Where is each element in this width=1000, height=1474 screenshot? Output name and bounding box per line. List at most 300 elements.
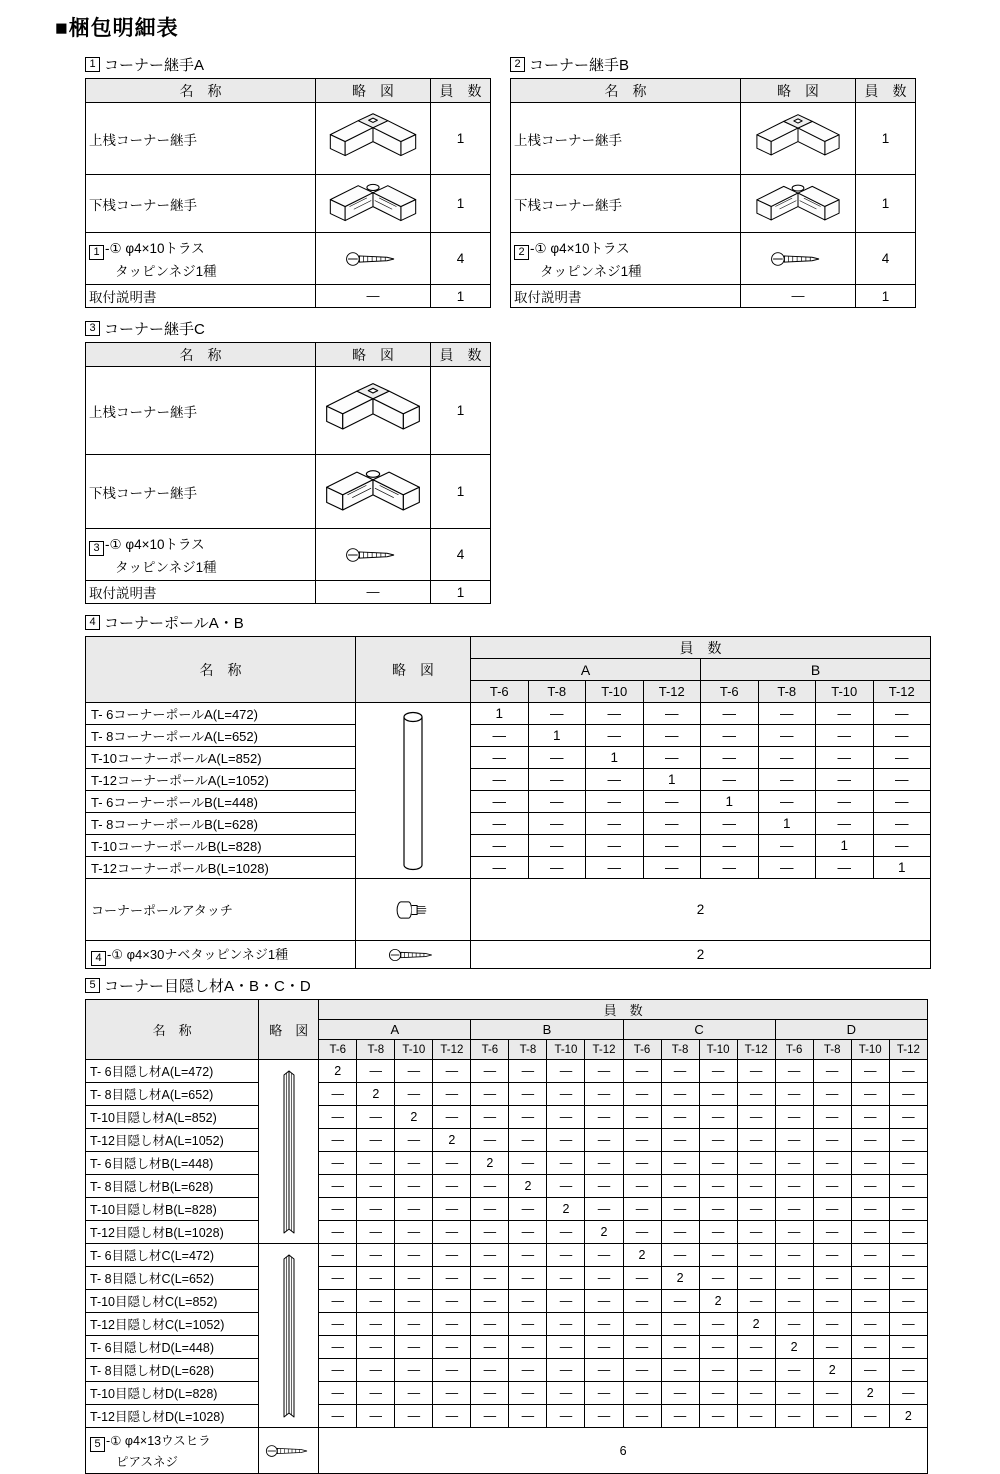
part-name-cell [86,1060,259,1083]
col-header-sketch: 略 図 [316,79,431,103]
qty-cell: — [509,1336,547,1359]
col-header-sketch: 略 図 [316,343,431,367]
qty-cell: — [471,1198,509,1221]
table-caption [510,54,915,75]
qty-cell: — [813,1267,851,1290]
qty-cell: — [775,1405,813,1428]
qty-cell: — [585,1267,623,1290]
qty-cell: — [395,1290,433,1313]
qty-cell: — [357,1129,395,1152]
table-caption [85,975,928,996]
qty-cell: — [357,1313,395,1336]
header-row [511,79,916,103]
item-number-suffix: -① [105,537,122,552]
part-name: 取付説明書 [89,290,157,305]
qty-cell: — [623,1290,661,1313]
part-name-cell [86,455,316,529]
part-name-cell [86,581,316,604]
size-header: T-8 [528,681,586,703]
qty-cell: — [889,1336,927,1359]
part-name-cell [86,1267,259,1290]
parts-table [510,78,916,308]
table-row [86,1083,928,1106]
part-name-cell [86,747,356,769]
qty-cell: — [433,1359,471,1382]
qty-cell: — [395,1382,433,1405]
qty-cell: — [319,1336,357,1359]
qty-cell: — [433,1313,471,1336]
sketch-cell [316,455,431,529]
qty-cell: — [585,1060,623,1083]
qty-cell: — [643,835,701,857]
qty-cell: — [395,1129,433,1152]
table-row [86,1336,928,1359]
qty-cell: — [471,1060,509,1083]
table-row [511,233,916,285]
parts-matrix-table [85,636,931,969]
qty-cell: — [813,1198,851,1221]
qty-cell: — [813,1152,851,1175]
qty-cell: — [813,1129,851,1152]
part-name: 下桟コーナー継手 [89,197,197,213]
qty-cell: — [699,1152,737,1175]
qty-cell: — [547,1290,585,1313]
corner-joint-upper-c-icon [319,376,427,446]
table-row [86,1382,928,1405]
sketch-cell [356,879,471,941]
qty-cell: — [623,1152,661,1175]
qty-cell: — [889,1244,927,1267]
qty-cell: — [699,1083,737,1106]
qty-cell: — [816,769,874,791]
qty-cell: — [813,1336,851,1359]
header-row [86,637,931,659]
qty-cell: — [699,1221,737,1244]
part-name: T-12目隠し材C(L=1052) [90,1318,225,1332]
qty-cell: — [775,1290,813,1313]
qty-cell: — [509,1152,547,1175]
qty-cell: — [758,791,816,813]
part-name-cell [86,1198,259,1221]
part-name: T-10目隠し材B(L=828) [90,1203,217,1217]
qty-cell: — [758,747,816,769]
part-name-cell [86,1244,259,1267]
sketch-cell [316,581,431,604]
qty-cell: — [699,1244,737,1267]
sketch-cell [259,1060,319,1244]
table-row [86,703,931,725]
part-name: T-10目隠し材D(L=828) [90,1387,218,1401]
qty-cell: — [357,1152,395,1175]
part-name-cell [86,941,356,969]
qty-cell: — [699,1175,737,1198]
qty-cell: — [547,1152,585,1175]
sketch-cell [356,703,471,879]
table-corner-pole-ab [85,612,930,969]
qty-cell: 1 [816,835,874,857]
part-name-cell [86,367,316,455]
part-name-cell [86,1083,259,1106]
qty-cell: — [528,703,586,725]
pan-screw-icon [359,946,467,964]
qty-cell: — [661,1083,699,1106]
qty-cell: — [851,1336,889,1359]
qty-cell: — [851,1198,889,1221]
qty-cell: — [357,1405,395,1428]
part-name: T- 8目隠し材C(L=652) [90,1272,214,1286]
qty-cell: — [471,1221,509,1244]
qty-cell: — [357,1382,395,1405]
qty-cell: — [471,835,529,857]
qty-cell: — [547,1106,585,1129]
qty-cell: — [851,1175,889,1198]
qty-cell: — [319,1267,357,1290]
group-header: B [471,1020,623,1040]
qty-cell: — [661,1382,699,1405]
item-number-box: 1 [89,245,104,260]
part-name-cell [86,879,356,941]
qty-cell: — [775,1129,813,1152]
qty-cell: — [585,1290,623,1313]
qty-cell: — [873,725,931,747]
qty-cell: — [873,769,931,791]
table-corner-joint-a [85,54,490,308]
part-name-cell [86,1175,259,1198]
part-name-cell [86,1106,259,1129]
table-row [86,1221,928,1244]
qty-cell: — [813,1290,851,1313]
parts-table [85,342,491,604]
col-header-name: 名 称 [86,637,356,703]
qty-cell: — [889,1060,927,1083]
qty-cell: — [889,1221,927,1244]
qty-cell: — [547,1175,585,1198]
part-name-cell [86,1336,259,1359]
qty-cell: — [623,1313,661,1336]
sketch-cell [316,529,431,581]
qty-cell: — [643,747,701,769]
col-header-qty: 員 数 [471,637,931,659]
qty-cell: — [889,1290,927,1313]
qty-cell: — [737,1405,775,1428]
item-number-box: 2 [514,245,529,260]
qty-cell: — [758,835,816,857]
item-number-box: 5 [85,978,100,993]
sketch-cell [741,103,856,175]
qty-cell: — [775,1106,813,1129]
qty-cell: — [528,835,586,857]
qty-cell: — [816,813,874,835]
qty-cell: — [357,1290,395,1313]
sketch-cell [316,233,431,285]
qty-cell: — [699,1198,737,1221]
table-row [86,1359,928,1382]
qty-cell: — [585,1382,623,1405]
part-name: T-10目隠し材C(L=852) [90,1295,218,1309]
qty-cell: — [699,1106,737,1129]
qty-cell: — [357,1359,395,1382]
qty-cell: — [509,1106,547,1129]
qty-cell: — [471,1267,509,1290]
part-name-cell [86,835,356,857]
table-caption [85,54,490,75]
qty-cell: — [643,703,701,725]
part-name: 上桟コーナー継手 [89,132,197,148]
qty-cell: — [737,1129,775,1152]
qty-cell: — [319,1152,357,1175]
qty-cell: — [851,1083,889,1106]
pole-attach-icon [359,897,467,923]
part-name: φ4×13ウスヒラ [124,1434,211,1448]
qty-cell: — [737,1267,775,1290]
part-name-cell [86,1428,259,1474]
col-header-name: 名 称 [511,79,741,103]
qty-cell: — [471,1405,509,1428]
table-row [86,1290,928,1313]
col-header-name: 名 称 [86,343,316,367]
sketch-cell [316,175,431,233]
part-name: T-10コーナーポールA(L=852) [91,751,262,766]
table-row [86,1313,928,1336]
qty-cell: — [661,1313,699,1336]
qty-cell: — [319,1290,357,1313]
qty-cell: — [623,1405,661,1428]
qty-cell: 1 [856,103,916,175]
part-name: T-12目隠し材A(L=1052) [90,1134,224,1148]
qty-cell: 2 [661,1267,699,1290]
qty-cell: — [547,1313,585,1336]
qty-cell: — [585,1244,623,1267]
part-name-cell [86,529,316,581]
part-name-cell [86,233,316,285]
qty-cell: 2 [509,1175,547,1198]
qty-cell: — [816,725,874,747]
qty-cell: — [528,769,586,791]
qty-cell: 2 [319,1060,357,1083]
qty-cell: 1 [643,769,701,791]
size-header: T-6 [471,681,529,703]
qty-cell: — [737,1336,775,1359]
qty-cell: — [319,1083,357,1106]
part-name: T- 6コーナーポールB(L=448) [91,795,258,810]
size-header: T-12 [737,1040,775,1060]
qty-cell: — [737,1152,775,1175]
qty-cell: — [586,857,644,879]
qty-cell: — [623,1382,661,1405]
qty-cell: — [873,791,931,813]
qty-cell: — [433,1060,471,1083]
group-header: B [701,659,931,681]
part-name: T-10目隠し材A(L=852) [90,1111,217,1125]
part-name-cell [86,769,356,791]
qty-cell: — [775,1175,813,1198]
part-name-cell [86,1382,259,1405]
part-name: T- 8目隠し材B(L=628) [90,1180,214,1194]
qty-cell: — [547,1267,585,1290]
part-name: 取付説明書 [514,290,582,305]
qty-cell: — [319,1198,357,1221]
qty-cell: — [547,1359,585,1382]
header-row [86,79,491,103]
qty-cell: — [433,1152,471,1175]
qty-cell: — [357,1060,395,1083]
qty-cell: — [395,1313,433,1336]
qty-cell: — [737,1290,775,1313]
part-name-line2: タッピンネジ1種 [540,264,642,279]
qty-cell: — [471,1129,509,1152]
qty-cell: — [661,1221,699,1244]
part-name: 下桟コーナー継手 [89,485,197,501]
corner-joint-upper-b-icon [744,113,852,165]
table-row [86,857,931,879]
part-name-cell [86,1359,259,1382]
qty-cell: — [509,1060,547,1083]
table-title: コーナー継手A [104,57,205,74]
qty-cell: — [319,1129,357,1152]
qty-cell: — [816,747,874,769]
table-row [86,1267,928,1290]
qty-cell: — [547,1336,585,1359]
qty-cell: — [758,725,816,747]
qty-cell: — [509,1129,547,1152]
item-number-suffix: -① [105,241,122,256]
qty-cell: — [813,1405,851,1428]
corner-pole-icon [359,707,467,875]
qty-cell: — [701,835,759,857]
page-title: ■梱包明細表 [55,17,179,40]
qty-cell: 1 [701,791,759,813]
qty-cell: — [889,1106,927,1129]
qty-cell: — [395,1152,433,1175]
qty-cell: — [528,747,586,769]
qty-cell: — [585,1359,623,1382]
qty-cell: — [357,1267,395,1290]
qty-cell: — [813,1313,851,1336]
item-number-box: 3 [89,541,104,556]
qty-cell: — [547,1060,585,1083]
qty-cell: — [509,1405,547,1428]
part-name: 上桟コーナー継手 [89,404,197,420]
col-header-qty: 員 数 [319,1000,928,1020]
qty-cell: 2 [471,941,931,969]
qty-cell: — [471,1083,509,1106]
qty-cell: — [661,1359,699,1382]
qty-cell: 4 [431,233,491,285]
table-row [86,1198,928,1221]
qty-cell: — [813,1382,851,1405]
qty-cell: — [509,1267,547,1290]
header-row [86,1000,928,1020]
qty-cell: — [319,1313,357,1336]
part-name: φ4×10トラス [550,241,630,256]
part-name-line2: タッピンネジ1種 [115,560,217,575]
size-header: T-10 [851,1040,889,1060]
table-caption [85,318,490,339]
qty-cell: — [471,725,529,747]
table-row [86,1428,928,1474]
qty-cell: — [813,1221,851,1244]
qty-cell: 2 [395,1106,433,1129]
qty-cell: — [357,1244,395,1267]
qty-cell: — [319,1221,357,1244]
qty-cell: 2 [357,1083,395,1106]
qty-cell: — [661,1175,699,1198]
qty-cell: — [661,1336,699,1359]
qty-cell: — [813,1083,851,1106]
table-corner-joint-c [85,318,490,604]
group-header: D [775,1020,927,1040]
part-name-cell [86,813,356,835]
qty-cell: — [889,1382,927,1405]
size-header: T-12 [873,681,931,703]
qty-cell: — [775,1221,813,1244]
qty-cell: — [623,1221,661,1244]
qty-cell: — [509,1382,547,1405]
qty-cell: — [395,1336,433,1359]
part-name: T- 8コーナーポールB(L=628) [91,817,258,832]
qty-cell: 1 [586,747,644,769]
qty-cell: — [471,813,529,835]
qty-cell: — [395,1175,433,1198]
part-name-cell [86,103,316,175]
group-header: A [471,659,701,681]
col-header-qty: 員 数 [431,79,491,103]
qty-cell: — [813,1244,851,1267]
qty-cell: — [585,1175,623,1198]
table-row [86,455,491,529]
qty-cell: — [357,1336,395,1359]
qty-cell: — [661,1244,699,1267]
size-header: T-12 [889,1040,927,1060]
qty-cell: — [889,1313,927,1336]
no-sketch-dash: — [366,584,380,599]
size-header: T-12 [433,1040,471,1060]
qty-cell: 1 [528,725,586,747]
qty-cell: — [623,1129,661,1152]
qty-cell: — [701,703,759,725]
qty-cell: — [547,1405,585,1428]
part-name: φ4×30ナベタッピンネジ1種 [126,946,289,962]
qty-cell: — [623,1336,661,1359]
qty-cell: — [395,1083,433,1106]
size-header: T-10 [699,1040,737,1060]
table-row [86,879,931,941]
part-name: T-12コーナーポールB(L=1028) [91,861,269,876]
qty-cell: — [319,1359,357,1382]
table-row [86,791,931,813]
qty-cell: — [471,1290,509,1313]
qty-cell: — [433,1290,471,1313]
qty-cell: — [643,857,701,879]
qty-cell: — [775,1267,813,1290]
table-row [86,1106,928,1129]
item-number-suffix: -① [530,241,547,256]
part-name-cell [86,175,316,233]
qty-cell: — [699,1129,737,1152]
qty-cell: — [775,1083,813,1106]
item-number-box: 4 [85,615,100,630]
qty-cell: 1 [856,285,916,308]
qty-cell: — [851,1244,889,1267]
part-name: コーナーポールアタッチ [91,903,233,918]
qty-cell: — [433,1336,471,1359]
qty-cell: — [585,1198,623,1221]
col-header-name: 名 称 [86,79,316,103]
qty-cell: — [395,1060,433,1083]
size-header: T-8 [758,681,816,703]
qty-cell: — [889,1175,927,1198]
table-row [86,103,491,175]
